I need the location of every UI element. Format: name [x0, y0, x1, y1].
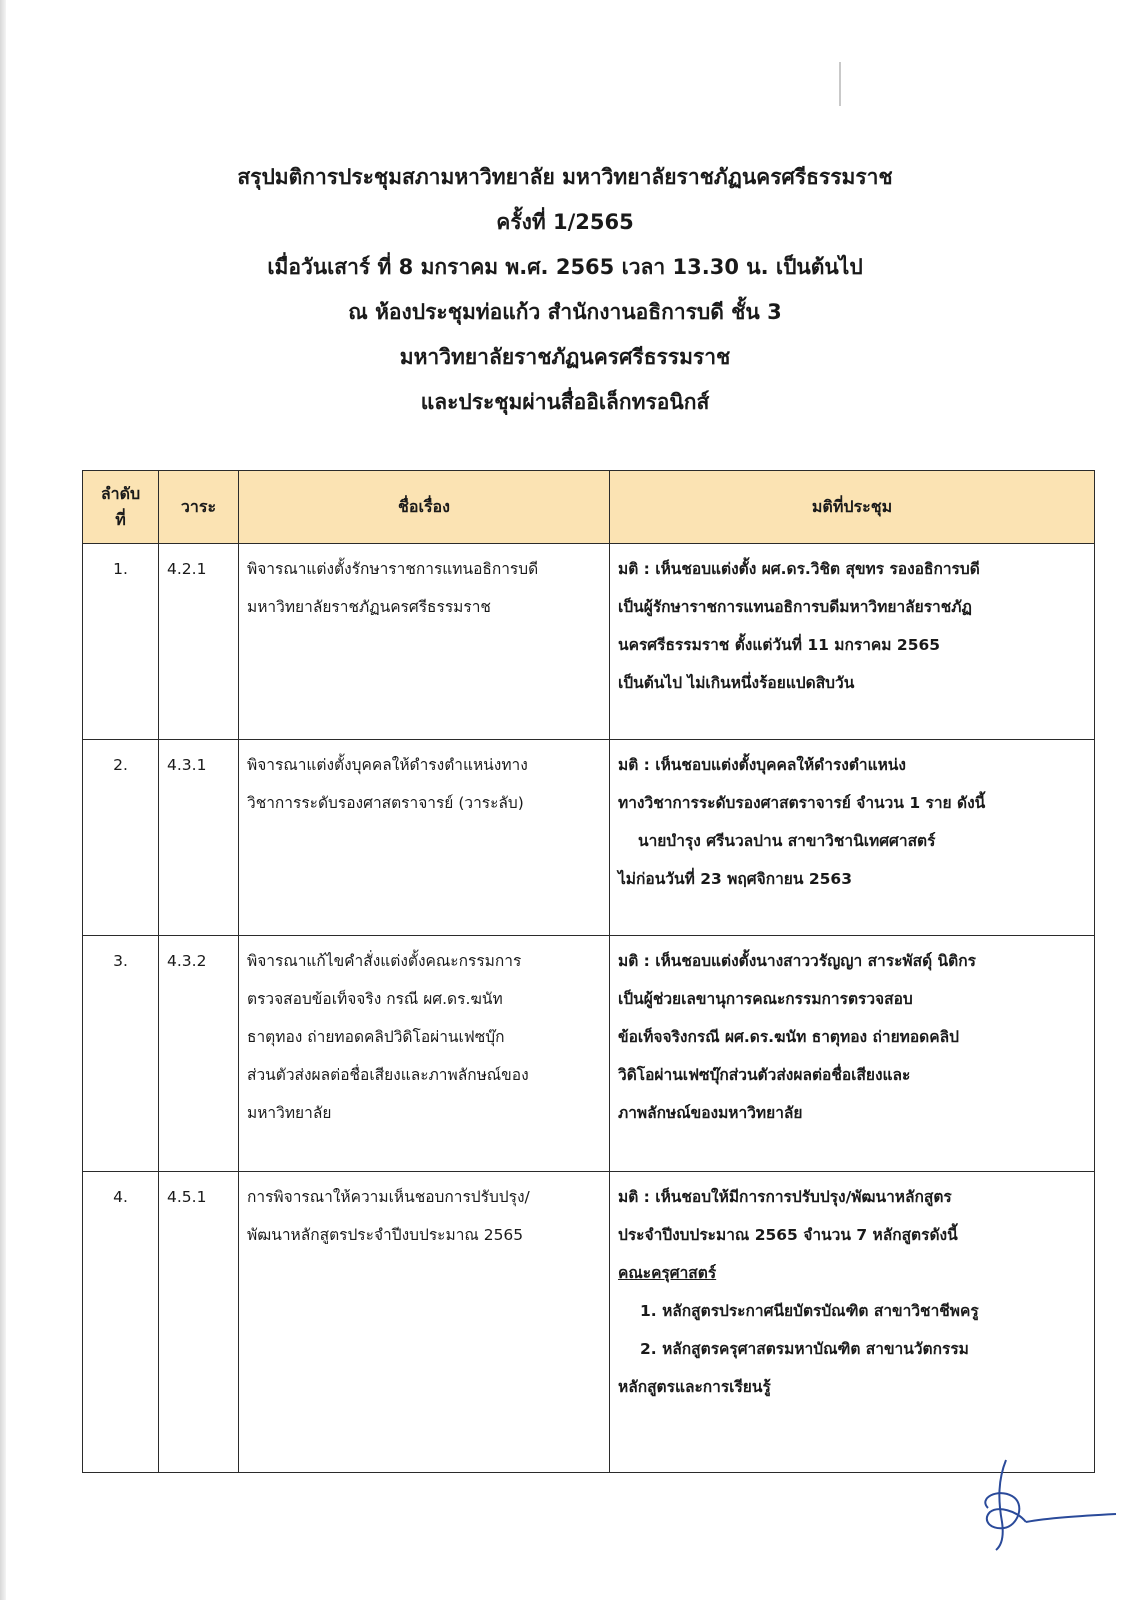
title-line-1: สรุปมติการประชุมสภามหาวิทยาลัย มหาวิทยาลัยราชภัฏนครศรีธรรมราช	[237, 165, 893, 189]
resolution-line: มติ : เห็นชอบให้มีการการปรับปรุง/พัฒนาหลักสูตร	[618, 1188, 952, 1206]
title-line-3: เมื่อวันเสาร์ ที่ 8 มกราคม พ.ศ. 2565 เวลา 13.30 น. เป็นต้นไป	[267, 255, 863, 279]
document-title	[150, 155, 980, 425]
topic-line: มหาวิทยาลัย	[247, 1104, 332, 1122]
topic-line: มหาวิทยาลัยราชภัฏนครศรีธรรมราช	[247, 598, 491, 616]
row-agenda: 4.5.1	[159, 1172, 239, 1473]
table-row	[83, 936, 1095, 1172]
col-seq-header-line2: ที่	[115, 510, 126, 529]
faculty-heading: คณะครุศาสตร์	[618, 1264, 717, 1282]
resolutions-table	[82, 470, 1095, 1473]
table-header-row	[83, 471, 1095, 544]
row-agenda: 4.2.1	[159, 544, 239, 740]
signature-mark	[968, 1450, 1118, 1560]
row-number: 4.	[83, 1172, 159, 1473]
resolution-line: ทางวิชาการระดับรองศาสตราจารย์ จำนวน 1 ราย ดังนี้	[618, 794, 986, 812]
resolution-line: หลักสูตรและการเรียนรู้	[618, 1378, 771, 1396]
title-line-4: ณ ห้องประชุมท่อแก้ว สำนักงานอธิการบดี ชั้น 3	[348, 300, 782, 324]
row-topic	[239, 740, 610, 936]
topic-line: พิจารณาแก้ไขคำสั่งแต่งตั้งคณะกรรมการ	[247, 952, 522, 970]
resolution-line: เป็นต้นไป ไม่เกินหนึ่งร้อยแปดสิบวัน	[618, 674, 855, 692]
resolution-line: ข้อเท็จจริงกรณี ผศ.ดร.ฆนัท ธาตุทอง ถ่ายทอดคลิป	[618, 1028, 959, 1046]
topic-line: ตรวจสอบข้อเท็จจริง กรณี ผศ.ดร.ฆนัท	[247, 990, 503, 1008]
col-seq-header	[83, 471, 159, 544]
resolution-line: นายบำรุง ศรีนวลปาน สาขาวิชานิเทศศาสตร์	[638, 832, 936, 850]
resolution-line: 2. หลักสูตรครุศาสตรมหาบัณฑิต สาขานวัตกรรม	[640, 1340, 969, 1358]
col-resolution-header: มติที่ประชุม	[610, 471, 1095, 544]
row-topic	[239, 544, 610, 740]
row-topic	[239, 936, 610, 1172]
resolution-line: มติ : เห็นชอบแต่งตั้งบุคคลให้ดำรงตำแหน่ง	[618, 756, 906, 774]
resolution-line: มติ : เห็นชอบแต่งตั้งนางสาววรัญญา สาระพัสดุ์ นิติกร	[618, 952, 976, 970]
topic-line: พัฒนาหลักสูตรประจำปีงบประมาณ 2565	[247, 1226, 524, 1244]
col-topic-header: ชื่อเรื่อง	[239, 471, 610, 544]
topic-line: ส่วนตัวส่งผลต่อชื่อเสียงและภาพลักษณ์ของ	[247, 1066, 529, 1084]
table-row	[83, 544, 1095, 740]
row-resolution	[610, 544, 1095, 740]
row-resolution	[610, 936, 1095, 1172]
title-line-6: และประชุมผ่านสื่ออิเล็กทรอนิกส์	[420, 390, 710, 414]
resolution-line: เป็นผู้ช่วยเลขานุการคณะกรรมการตรวจสอบ	[618, 990, 913, 1008]
scan-mark	[839, 62, 841, 106]
row-topic	[239, 1172, 610, 1473]
table-row	[83, 1172, 1095, 1473]
col-agenda-header: วาระ	[159, 471, 239, 544]
row-resolution	[610, 740, 1095, 936]
row-resolution	[610, 1172, 1095, 1473]
row-number: 1.	[83, 544, 159, 740]
row-agenda: 4.3.1	[159, 740, 239, 936]
row-number: 3.	[83, 936, 159, 1172]
title-line-5: มหาวิทยาลัยราชภัฏนครศรีธรรมราช	[399, 345, 731, 369]
topic-line: พิจารณาแต่งตั้งบุคคลให้ดำรงตำแหน่งทาง	[247, 756, 528, 774]
scan-edge	[0, 0, 6, 1600]
topic-line: วิชาการระดับรองศาสตราจารย์ (วาระลับ)	[247, 794, 524, 812]
resolution-line: ภาพลักษณ์ของมหาวิทยาลัย	[618, 1104, 803, 1122]
resolution-line: ประจำปีงบประมาณ 2565 จำนวน 7 หลักสูตรดังนี้	[618, 1226, 958, 1244]
topic-line: การพิจารณาให้ความเห็นชอบการปรับปรุง/	[247, 1188, 530, 1206]
row-number: 2.	[83, 740, 159, 936]
col-seq-header-line1: ลำดับ	[100, 484, 141, 503]
topic-line: พิจารณาแต่งตั้งรักษาราชการแทนอธิการบดี	[247, 560, 539, 578]
resolution-line: ไม่ก่อนวันที่ 23 พฤศจิกายน 2563	[618, 870, 853, 888]
resolution-line: วิดิโอผ่านเฟซบุ๊กส่วนตัวส่งผลต่อชื่อเสียงและ	[618, 1066, 911, 1084]
resolution-line: เป็นผู้รักษาราชการแทนอธิการบดีมหาวิทยาลัยราชภัฏ	[618, 598, 972, 616]
row-agenda: 4.3.2	[159, 936, 239, 1172]
resolution-line: 1. หลักสูตรประกาศนียบัตรบัณฑิต สาขาวิชาชีพครู	[640, 1302, 979, 1320]
table-row	[83, 740, 1095, 936]
topic-line: ธาตุทอง ถ่ายทอดคลิปวิดิโอผ่านเฟซบุ๊ก	[247, 1028, 505, 1046]
title-line-2: ครั้งที่ 1/2565	[496, 210, 634, 234]
resolution-line: นครศรีธรรมราช ตั้งแต่วันที่ 11 มกราคม 2565	[618, 636, 941, 654]
resolution-line: มติ : เห็นชอบแต่งตั้ง ผศ.ดร.วิชิต สุขทร รองอธิการบดี	[618, 560, 980, 578]
